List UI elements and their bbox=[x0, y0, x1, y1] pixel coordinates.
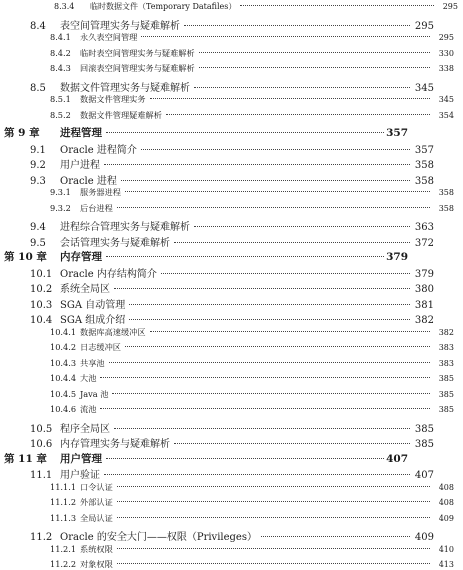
toc-entry-number: 8.3.4 bbox=[54, 2, 75, 11]
toc-entry bbox=[0, 32, 459, 43]
toc-entry bbox=[0, 1, 463, 12]
toc-entry-title: 服务器进程 bbox=[80, 187, 121, 197]
toc-entry-page: 363 bbox=[414, 222, 434, 233]
toc-entry-page: 385 bbox=[414, 423, 434, 435]
toc-entry bbox=[0, 559, 459, 570]
toc-entry-title: 用户验证 bbox=[60, 470, 100, 481]
toc-entry-title: 流池 bbox=[80, 404, 97, 414]
toc-entry-page: 345 bbox=[438, 95, 454, 104]
toc-entry bbox=[0, 389, 459, 400]
dot-leader bbox=[150, 331, 430, 332]
toc-entry-title: 外部认证 bbox=[80, 497, 113, 507]
dot-leader bbox=[117, 517, 430, 518]
dot-leader bbox=[174, 242, 410, 243]
dot-leader bbox=[166, 114, 430, 115]
dot-leader bbox=[125, 191, 430, 192]
toc-entry-number: 第 10 章 bbox=[4, 251, 47, 263]
toc-entry-title: 大池 bbox=[80, 373, 97, 383]
toc-entry bbox=[0, 528, 439, 543]
toc-entry bbox=[0, 497, 459, 508]
toc-entry-title: SGA 组成介绍 bbox=[60, 315, 126, 326]
toc-entry-number: 9.3 bbox=[30, 175, 46, 187]
toc-entry bbox=[0, 311, 439, 326]
dot-leader bbox=[141, 149, 410, 150]
toc-entry-title: 进程综合管理实务与疑难解析 bbox=[60, 222, 190, 233]
toc-entry-title: 数据库高速缓冲区 bbox=[80, 326, 146, 337]
toc-entry-number: 8.5.2 bbox=[50, 109, 71, 120]
toc-entry-title: 内存管理实务与疑难解析 bbox=[60, 439, 170, 450]
toc-entry-page: 382 bbox=[414, 315, 434, 326]
toc-entry bbox=[0, 79, 439, 94]
toc-entry-number: 8.4.1 bbox=[50, 32, 71, 42]
toc-entry-title: 临时数据文件（Temporary Datafiles） bbox=[90, 2, 237, 11]
toc-entry bbox=[0, 141, 439, 156]
dot-leader bbox=[184, 25, 410, 26]
dot-leader bbox=[117, 486, 430, 487]
toc-entry-number: 9.5 bbox=[30, 237, 46, 249]
toc-entry-number: 10.4 bbox=[30, 315, 53, 326]
toc-entry-number: 10.4.2 bbox=[50, 342, 77, 352]
toc-entry-page: 380 bbox=[414, 284, 434, 295]
toc-entry bbox=[0, 17, 439, 32]
dot-leader bbox=[104, 164, 410, 165]
toc-entry-title: Oracle 内存结构简介 bbox=[60, 268, 157, 280]
toc-entry-title: 永久表空间管理 bbox=[80, 32, 138, 42]
toc-entry-page: 379 bbox=[414, 268, 434, 280]
toc-entry-number: 10.4.6 bbox=[50, 404, 77, 414]
toc-entry bbox=[0, 513, 459, 524]
dot-leader bbox=[100, 408, 430, 409]
toc-entry-title: 会话管理实务与疑难解析 bbox=[60, 237, 170, 249]
toc-entry-page: 408 bbox=[438, 482, 454, 492]
toc-entry-number: 9.1 bbox=[30, 144, 46, 156]
toc-entry bbox=[0, 544, 459, 555]
toc-entry bbox=[0, 48, 459, 59]
dot-leader bbox=[104, 474, 410, 475]
dot-leader bbox=[129, 319, 410, 320]
toc-entry-number: 11.2.1 bbox=[50, 543, 77, 554]
dot-leader bbox=[109, 362, 430, 363]
toc-entry-number: 11.1 bbox=[30, 470, 53, 481]
toc-entry-number: 10.4.1 bbox=[50, 326, 77, 337]
toc-entry-page: 383 bbox=[438, 343, 454, 352]
toc-entry-page: 383 bbox=[438, 358, 454, 368]
dot-leader bbox=[240, 5, 434, 6]
toc-entry-number: 10.6 bbox=[30, 439, 53, 450]
toc-entry-title: 共享池 bbox=[80, 357, 105, 368]
toc-entry bbox=[0, 482, 459, 493]
toc-entry-title: Oracle 进程 bbox=[60, 175, 117, 187]
toc-entry-number: 9.3.1 bbox=[50, 187, 71, 197]
toc-entry-number: 10.4.3 bbox=[50, 357, 77, 368]
toc-entry-number: 11.2.2 bbox=[50, 559, 77, 569]
toc-entry-number: 11.1.1 bbox=[50, 481, 77, 492]
toc-entry bbox=[0, 358, 459, 369]
toc-entry-number: 8.4 bbox=[30, 20, 46, 32]
dot-leader bbox=[150, 98, 430, 99]
toc-entry-page: 330 bbox=[438, 48, 454, 58]
dot-leader bbox=[114, 428, 410, 429]
toc-entry bbox=[0, 172, 439, 187]
toc-entry-page: 407 bbox=[386, 452, 408, 465]
toc-entry-title: 数据文件管理实务 bbox=[80, 94, 146, 104]
toc-entry-title: 临时表空间管理实务与疑难解析 bbox=[80, 47, 195, 58]
toc-entry-page: 408 bbox=[438, 498, 454, 507]
toc-entry-title: 系统全局区 bbox=[60, 284, 110, 295]
toc-entry-page: 409 bbox=[414, 532, 434, 543]
toc-entry-page: 354 bbox=[438, 110, 454, 120]
toc-entry-number: 10.2 bbox=[30, 284, 53, 295]
toc-entry-page: 381 bbox=[414, 299, 434, 311]
toc-entry-page: 338 bbox=[438, 64, 454, 73]
toc-entry bbox=[0, 203, 459, 214]
toc-entry bbox=[0, 342, 459, 353]
toc-entry-title: Java 池 bbox=[80, 388, 109, 399]
toc-entry-number: 第 11 章 bbox=[4, 452, 47, 465]
toc-entry-title: 内存管理 bbox=[60, 251, 102, 263]
toc-entry-page: 295 bbox=[438, 33, 454, 42]
toc-entry-title: 系统权限 bbox=[80, 543, 113, 554]
toc-entry-number: 8.4.3 bbox=[50, 63, 71, 73]
dot-leader bbox=[161, 273, 410, 274]
toc-entry-number: 11.1.3 bbox=[50, 512, 77, 523]
toc-entry-title: 后台进程 bbox=[80, 202, 113, 213]
toc-entry bbox=[0, 94, 459, 105]
toc-entry-page: 357 bbox=[414, 144, 434, 156]
toc-entry bbox=[0, 435, 439, 450]
toc-entry-number: 10.4.5 bbox=[50, 388, 77, 399]
toc-entry bbox=[0, 187, 459, 198]
toc-entry-page: 358 bbox=[438, 203, 454, 213]
toc-entry-page: 382 bbox=[438, 327, 454, 337]
toc-entry-title: 数据文件管理疑难解析 bbox=[80, 109, 162, 120]
toc-chapter-entry bbox=[0, 125, 413, 140]
toc-entry bbox=[0, 110, 459, 121]
toc-entry bbox=[0, 156, 439, 171]
toc-entry-number: 10.4.4 bbox=[50, 373, 77, 383]
toc-entry-number: 9.2 bbox=[30, 160, 46, 171]
toc-entry-page: 295 bbox=[414, 20, 434, 32]
toc-entry-page: 409 bbox=[438, 513, 454, 523]
toc-entry-title: SGA 自动管理 bbox=[60, 299, 126, 311]
toc-entry-page: 358 bbox=[414, 160, 434, 171]
dot-leader bbox=[112, 393, 430, 394]
toc-entry bbox=[0, 404, 459, 415]
toc-entry-title: 用户管理 bbox=[60, 452, 102, 465]
toc-entry-page: 385 bbox=[438, 374, 454, 383]
dot-leader bbox=[106, 132, 384, 133]
dot-leader bbox=[125, 346, 430, 347]
dot-leader bbox=[199, 52, 430, 53]
toc-entry-title: Oracle 的安全大门——权限（Privileges） bbox=[60, 532, 257, 543]
toc-entry-number: 11.2 bbox=[30, 532, 53, 543]
toc-entry-title: 日志缓冲区 bbox=[80, 342, 121, 352]
toc-entry bbox=[0, 63, 459, 74]
toc-entry-page: 410 bbox=[438, 544, 454, 554]
toc-chapter-entry bbox=[0, 249, 413, 264]
dot-leader bbox=[174, 443, 410, 444]
toc-entry-title: 用户进程 bbox=[60, 160, 100, 171]
toc-entry-page: 385 bbox=[438, 405, 454, 414]
dot-leader bbox=[114, 288, 410, 289]
toc-entry-page: 379 bbox=[386, 251, 408, 263]
toc-entry-page: 358 bbox=[438, 188, 454, 197]
toc-entry-number: 10.1 bbox=[30, 268, 53, 280]
toc-entry-number: 8.5 bbox=[30, 82, 46, 94]
toc-entry-number: 10.5 bbox=[30, 423, 53, 435]
toc-entry-page: 385 bbox=[414, 439, 434, 450]
dot-leader bbox=[117, 563, 430, 564]
dot-leader bbox=[199, 67, 430, 68]
toc-entry-title: 回滚表空间管理实务与疑难解析 bbox=[80, 63, 195, 73]
toc-entry bbox=[0, 373, 459, 384]
toc-entry-number: 10.3 bbox=[30, 299, 53, 311]
dot-leader bbox=[100, 377, 430, 378]
dot-leader bbox=[106, 256, 384, 257]
toc-entry-page: 407 bbox=[414, 470, 434, 481]
toc-entry bbox=[0, 466, 439, 481]
toc-entry-title: 进程管理 bbox=[60, 127, 102, 139]
toc-entry-number: 8.5.1 bbox=[50, 94, 71, 104]
toc-entry-page: 357 bbox=[386, 127, 408, 139]
dot-leader bbox=[117, 207, 430, 208]
toc-entry-number: 9.4 bbox=[30, 222, 46, 233]
toc-entry-title: 程序全局区 bbox=[60, 423, 110, 435]
toc-entry-page: 385 bbox=[438, 389, 454, 399]
toc-entry-page: 372 bbox=[414, 237, 434, 249]
toc-entry-title: 全局认证 bbox=[80, 512, 113, 523]
toc-entry-page: 413 bbox=[438, 560, 454, 569]
toc-entry-title: 口令认证 bbox=[80, 481, 113, 492]
toc-entry-page: 358 bbox=[414, 175, 434, 187]
toc-entry-page: 295 bbox=[442, 2, 458, 11]
toc-entry-title: 对象权限 bbox=[80, 559, 113, 569]
dot-leader bbox=[117, 548, 430, 549]
dot-leader bbox=[194, 226, 410, 227]
toc-entry bbox=[0, 327, 459, 338]
dot-leader bbox=[261, 536, 410, 537]
toc-entry-number: 8.4.2 bbox=[50, 47, 71, 58]
dot-leader bbox=[141, 36, 430, 37]
toc-entry bbox=[0, 234, 439, 249]
toc-entry bbox=[0, 296, 439, 311]
toc-entry-page: 345 bbox=[414, 82, 434, 94]
dot-leader bbox=[194, 87, 410, 88]
dot-leader bbox=[106, 458, 384, 459]
toc-entry-number: 第 9 章 bbox=[4, 127, 40, 139]
toc-entry bbox=[0, 218, 439, 233]
toc-chapter-entry bbox=[0, 451, 413, 466]
dot-leader bbox=[117, 501, 430, 502]
toc-entry bbox=[0, 265, 439, 280]
toc-entry-title: 表空间管理实务与疑难解析 bbox=[60, 20, 180, 32]
dot-leader bbox=[129, 304, 410, 305]
toc-entry-title: 数据文件管理实务与疑难解析 bbox=[60, 82, 190, 94]
toc-entry bbox=[0, 420, 439, 435]
toc-entry bbox=[0, 280, 439, 295]
dot-leader bbox=[121, 180, 410, 181]
toc-entry-number: 11.1.2 bbox=[50, 497, 77, 507]
toc-entry-number: 9.3.2 bbox=[50, 202, 71, 213]
toc-entry-title: Oracle 进程简介 bbox=[60, 144, 137, 156]
